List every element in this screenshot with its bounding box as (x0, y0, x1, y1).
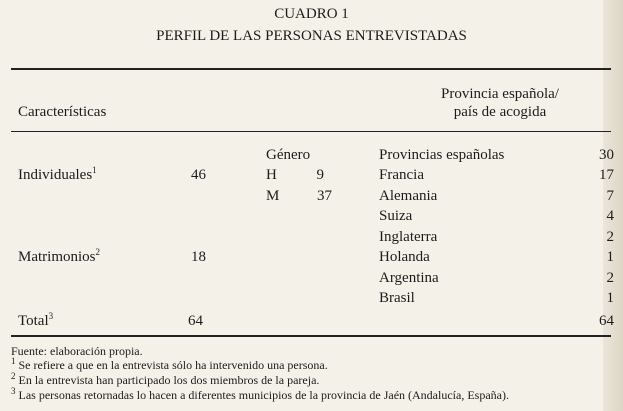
footnote-mark: 3 (48, 311, 54, 321)
footnote-mark: 1 (11, 356, 16, 366)
row-label: Matrimonios (18, 249, 96, 265)
gender-m-value: 37 (317, 188, 332, 204)
destination-name: Provincias españolas (379, 147, 505, 163)
destination-value: 2 (606, 229, 614, 245)
gender-h-value: 9 (316, 167, 324, 183)
footnote-mark: 1 (92, 165, 97, 175)
table-subtitle: PERFIL DE LAS PERSONAS ENTREVISTADAS (156, 28, 467, 44)
destination-value: 1 (606, 290, 614, 306)
total-label: Total (18, 313, 49, 329)
destination-name: Suiza (379, 208, 413, 224)
footnote-text: Se refiere a que en la entrevista sólo ha intervenido una persona. (18, 358, 328, 372)
footnote-3 (11, 388, 509, 403)
total-row (18, 313, 53, 330)
destination-name: Holanda (379, 249, 430, 265)
footnote-mark: 2 (11, 371, 16, 381)
table-title: CUADRO 1 (274, 6, 349, 22)
header-rule (11, 131, 611, 132)
row-individuales (18, 167, 97, 184)
destination-value: 2 (606, 270, 614, 286)
page-edge (603, 0, 623, 411)
gender-h-label: H (266, 167, 277, 183)
footnote-text: En la entrevista han participado los dos miembros de la pareja. (18, 373, 320, 387)
footnote-2 (11, 373, 319, 388)
top-rule (11, 68, 611, 70)
bottom-rule (11, 335, 611, 337)
destination-name: Inglaterra (379, 229, 438, 245)
source-note: Fuente: elaboración propia. (11, 344, 143, 358)
footnote-1 (11, 358, 328, 373)
header-characteristics: Características (18, 104, 107, 120)
footnote-text: Las personas retornadas lo hacen a diferentes municipios de la provincia de Jaén (Andalucía, España). (18, 388, 509, 402)
destination-value: 7 (606, 188, 614, 204)
row-matrimonios (18, 249, 100, 266)
header-destination-line1: Provincia española/ (441, 86, 559, 102)
destination-name: Brasil (379, 290, 415, 306)
destination-value: 1 (606, 249, 614, 265)
gender-label: Género (266, 147, 311, 163)
destination-value: 17 (599, 167, 614, 183)
row-value: 46 (191, 167, 206, 183)
destination-value: 4 (606, 208, 614, 224)
footnote-mark: 3 (11, 386, 16, 396)
row-value: 18 (191, 249, 206, 265)
footnote-mark: 2 (95, 247, 100, 257)
destination-value: 30 (599, 147, 614, 163)
destinations-total: 64 (599, 313, 614, 329)
header-destination-line2: país de acogida (453, 104, 547, 120)
row-label: Individuales (18, 167, 93, 183)
gender-m-label: M (266, 188, 280, 204)
destination-name: Alemania (379, 188, 438, 204)
destination-name: Argentina (379, 270, 439, 286)
total-value: 64 (188, 313, 203, 329)
destination-name: Francia (379, 167, 424, 183)
